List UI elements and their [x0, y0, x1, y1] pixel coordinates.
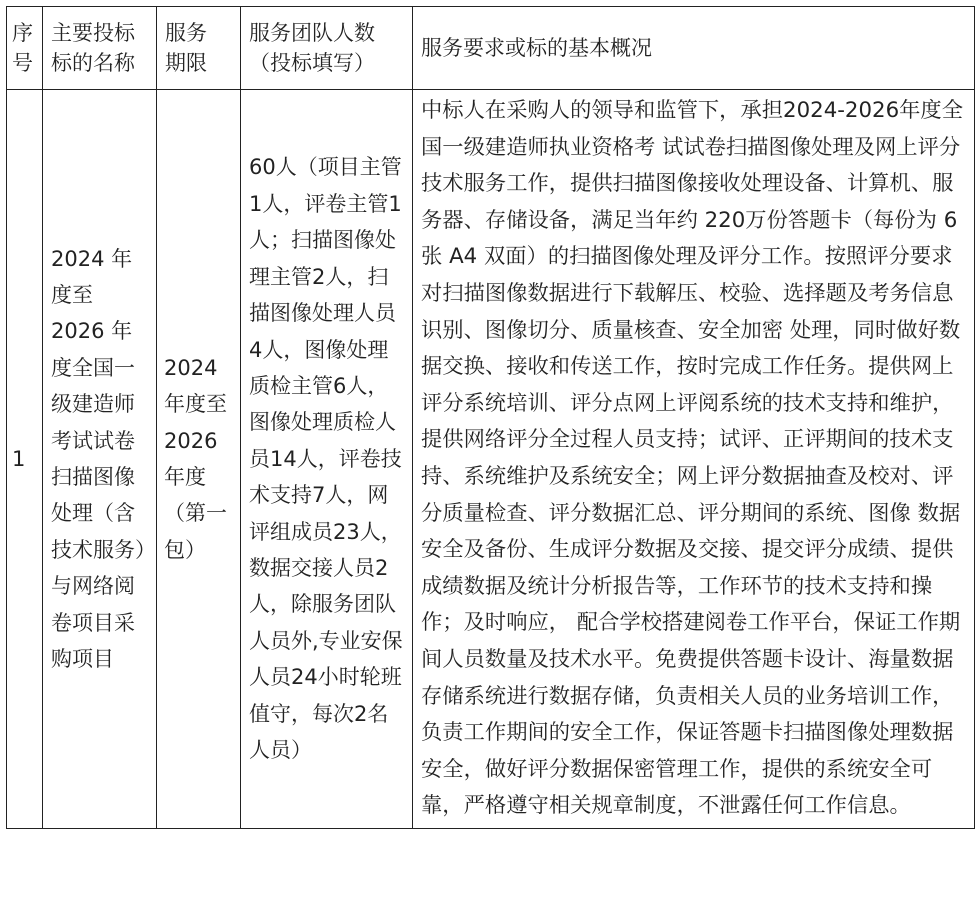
header-description: 服务要求或标的基本概况: [413, 7, 975, 90]
row-team-size: 60人（项目主管1人，评卷主管1人；扫描图像处理主管2人，扫描图像处理人员4人，图像处理质检主管6人，图像处理质检人员14人，评卷技术支持7人，网评组成员23人，数据交接人员2人，除服务团队人员外,专业安保人员24小时轮班值守，每次2名人员）: [241, 90, 413, 829]
row-project-name: 2024 年度至 2026 年度全国一级建造师考试试卷扫描图像处理（含技术服务）与网络阅卷项目采购项目: [43, 90, 157, 829]
header-team: 服务团队人数 （投标填写）: [241, 7, 413, 90]
header-period: 服务 期限: [157, 7, 241, 90]
header-seq: 序 号: [7, 7, 43, 90]
header-name: 主要投标 标的名称: [43, 7, 157, 90]
procurement-table: [6, 6, 975, 829]
row-service-period: 2024 年度至 2026 年度（第一包）: [157, 90, 241, 829]
row-description: 中标人在采购人的领导和监管下，承担2024-2026年度全国一级建造师执业资格考 试试卷扫描图像处理及网上评分技术服务工作，提供扫描图像接收处理设备、计算机、服务器、存储设备，满足当年约 220万份答题卡（每份为 6 张 A4 双面）的扫描图像处理及评分工作。按照评分要求对扫描图像数据进行下载解压、校验、选择题及考务信息识别、图像切分、质量核查、安全加密 处理，同时做好数据交换、接收和传送工作，按时完成工作任务。提供网上评分系统培训、评分点网上评阅系统的技术支持和维护，提供网络评分全过程人员支持；试评、正评期间的技术支持、系统维护及系统安全；网上评分数据抽查及校对、评分质量检查、评分数据汇总、评分期间的系统、图像 数据安全及备份、生成评分数据及交接、提交评分成绩、提供成绩数据及统计分析报告等，工作环节的技术支持和操作；及时响应， 配合学校搭建阅卷工作平台，保证工作期间人员数量及技术水平。免费提供答题卡设计、海量数据存储系统进行数据存储，负责相关人员的业务培训工作，负责工作期间的安全工作，保证答题卡扫描图像处理数据安全，做好评分数据保密管理工作，提供的系统安全可靠，严格遵守相关规章制度，不泄露任何工作信息。: [413, 90, 975, 829]
header-row: [7, 7, 975, 90]
table-row: [7, 90, 975, 829]
row-seq: 1: [7, 90, 43, 829]
